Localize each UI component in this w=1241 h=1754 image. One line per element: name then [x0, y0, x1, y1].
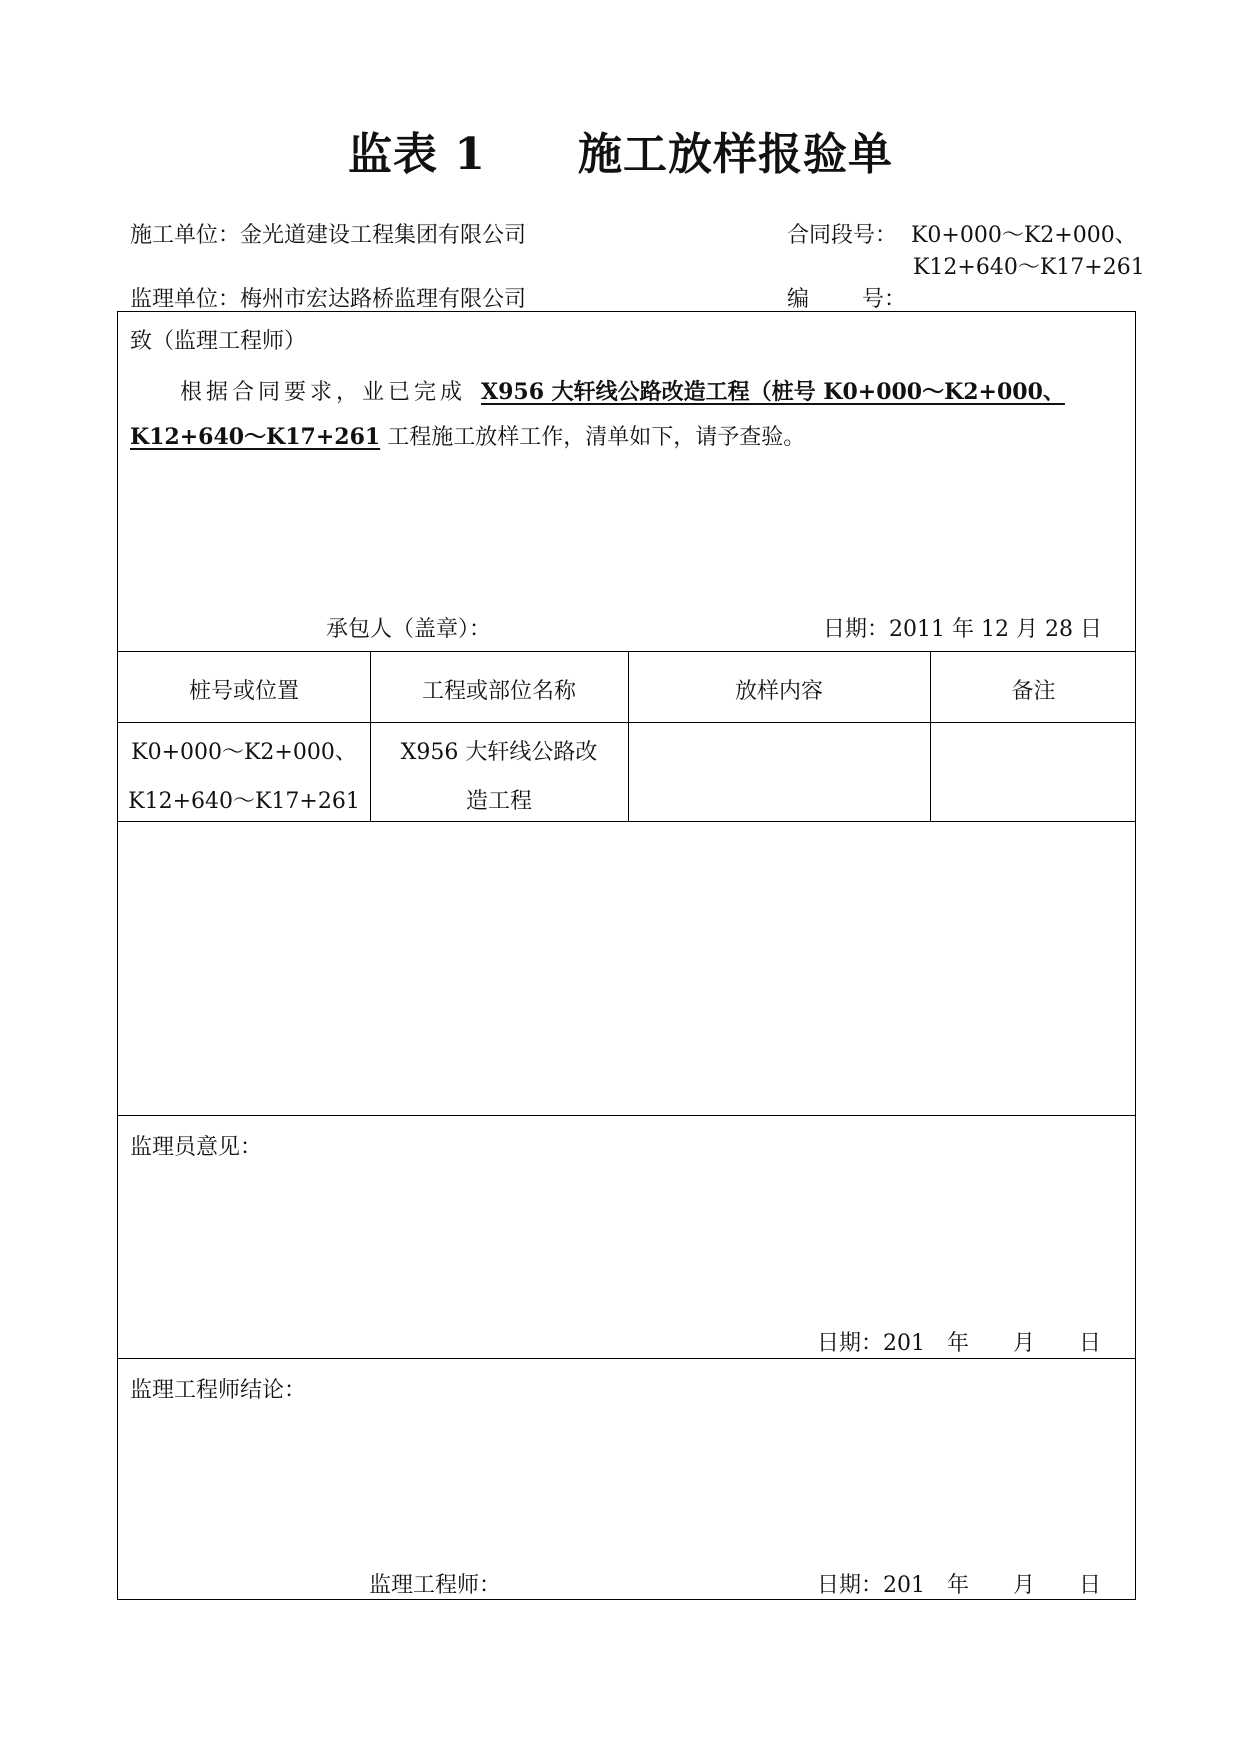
request-paragraph-line1: [180, 375, 1065, 406]
column-header-name: 工程或部位名称: [421, 679, 576, 704]
serial-number-label-a: 编: [787, 287, 810, 312]
contract-section-line1: K0+000～K2+000、: [911, 223, 1137, 248]
work-name-line1: X956 大轩线公路改: [400, 740, 598, 765]
inspector-opinion-label: 监理员意见：: [130, 1135, 263, 1160]
inspector-date: 日期：201 年 月 日: [817, 1331, 1101, 1356]
form-number: 监表 1: [348, 129, 486, 180]
supervisor-unit: 监理单位：梅州市宏达路桥监理有限公司: [130, 287, 527, 312]
contractor-unit: 施工单位：金光道建设工程集团有限公司: [130, 223, 527, 248]
column-header-content: 放样内容: [734, 679, 823, 704]
request-date: 日期：2011 年 12 月 28 日: [823, 617, 1102, 642]
location-line2: K12+640～K17+261: [128, 789, 360, 814]
divider: [118, 722, 1135, 723]
form-name: 施工放样报验单: [577, 129, 893, 180]
divider: [118, 1358, 1135, 1359]
engineer-signature-label: 监理工程师：: [369, 1573, 502, 1598]
column-header-remark: 备注: [1011, 679, 1056, 704]
contract-section-label: 合同段号：: [787, 223, 898, 248]
contract-section-line2: K12+640～K17+261: [913, 255, 1145, 280]
stake-range: K12+640～K17+261: [130, 424, 381, 450]
page-title: [0, 118, 1241, 182]
contractor-seal: 承包人（盖章）：: [326, 617, 492, 642]
project-description: X956 大轩线公路改造工程（桩号 K0+000～K2+000、: [481, 379, 1065, 405]
request-paragraph-line2: [130, 420, 805, 451]
engineer-date: 日期：201 年 月 日: [817, 1573, 1101, 1598]
divider: [118, 1115, 1135, 1116]
work-name-line2: 造工程: [465, 789, 532, 814]
engineer-conclusion-label: 监理工程师结论：: [130, 1378, 307, 1403]
request-tail: 工程施工放样工作，清单如下，请予查验。: [387, 425, 806, 450]
serial-number-label-b: 号：: [862, 287, 907, 312]
request-intro: 根据合同要求，业已完成: [180, 380, 467, 405]
column-header-location: 桩号或位置: [188, 679, 299, 704]
addressee: 致（监理工程师）: [130, 329, 307, 354]
inspection-form: [117, 311, 1136, 1600]
divider: [118, 651, 1135, 652]
location-line1: K0+000～K2+000、: [131, 740, 357, 765]
divider: [118, 821, 1135, 822]
